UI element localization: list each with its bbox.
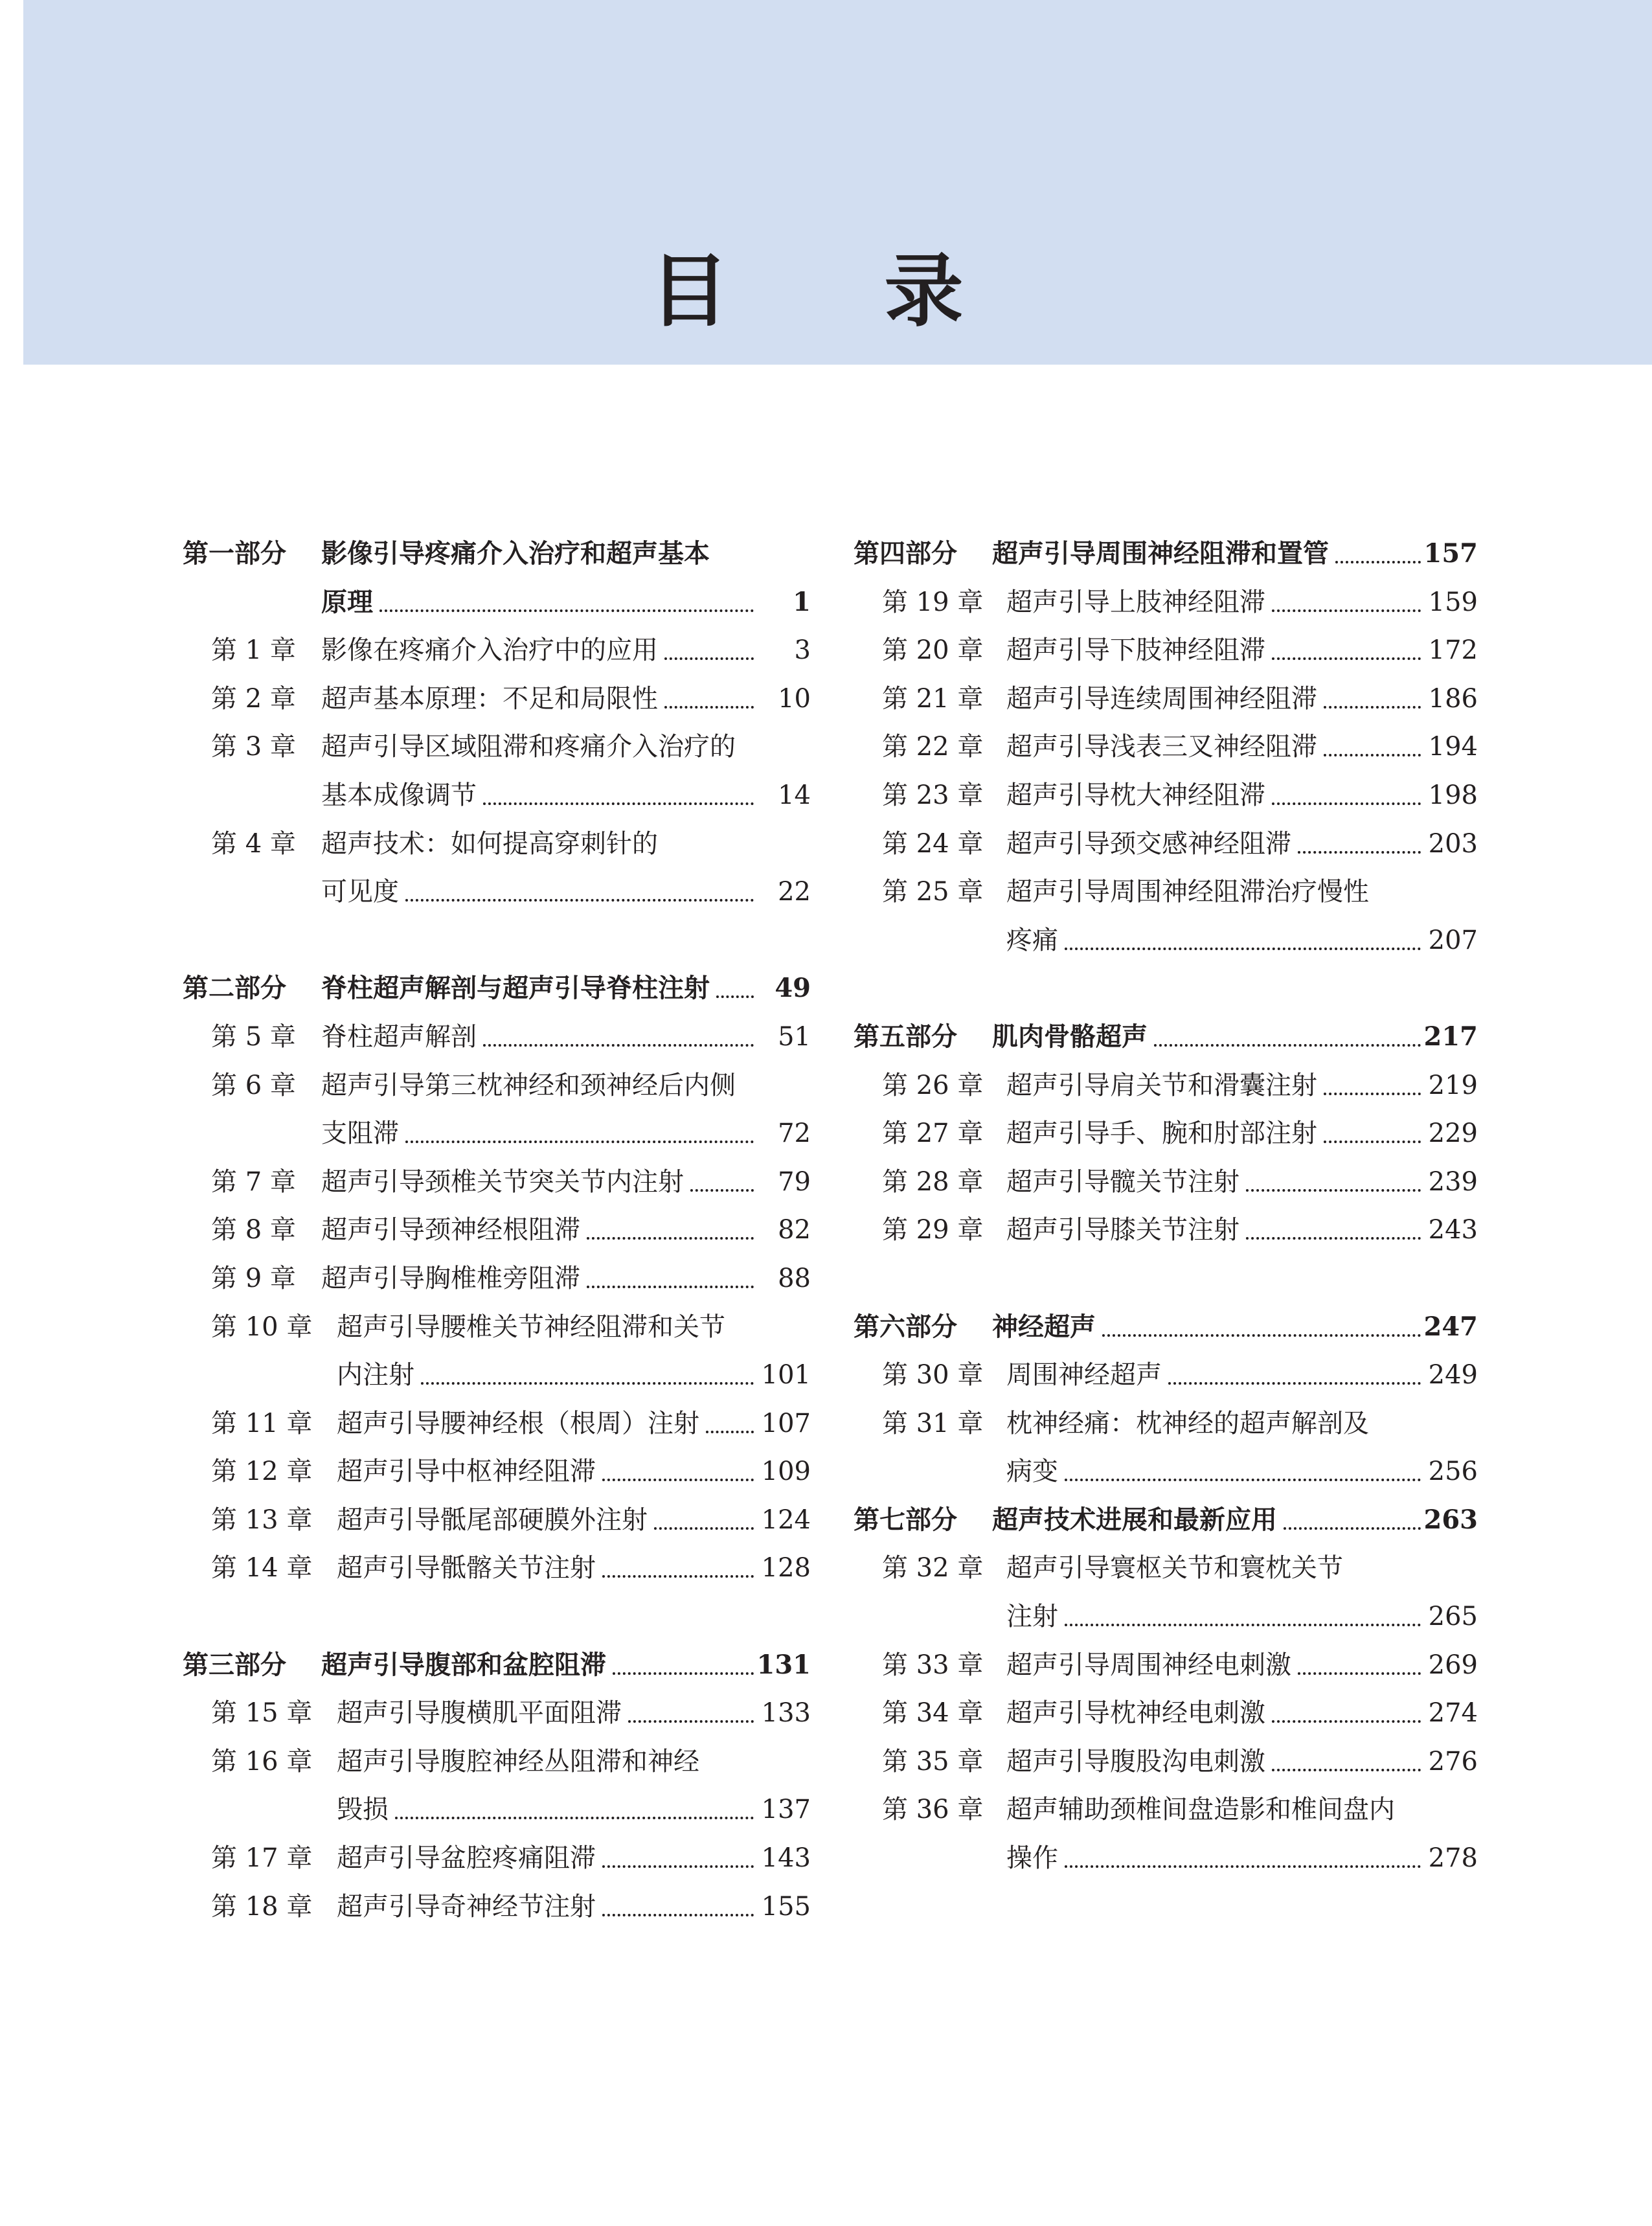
entry-title-line (321, 530, 811, 578)
toc-part-entry[interactable] (183, 964, 811, 1013)
entry-title-line (321, 1158, 760, 1207)
leader-dots (379, 578, 754, 612)
page-number: 249 (1428, 1360, 1478, 1391)
toc-chapter-entry[interactable] (854, 1109, 1478, 1158)
entry-title: 超声引导腹部和盆腔阻滞 (321, 1650, 606, 1680)
entry-title-line (337, 1400, 760, 1448)
toc-entry-continuation[interactable] (183, 868, 811, 916)
chapter-label: 第 18 章 (211, 1891, 313, 1922)
leader-dots (602, 1544, 754, 1578)
entry-title-line (1006, 1400, 1478, 1448)
toc-entry-continuation[interactable] (183, 578, 811, 627)
page-number: 51 (778, 1021, 811, 1052)
entry-title-line (1006, 1351, 1427, 1400)
part-label: 第一部分 (183, 539, 286, 569)
entry-title: 超声引导骶髂关节注射 (337, 1553, 596, 1584)
toc-chapter-entry[interactable] (183, 1448, 811, 1496)
page-number: 247 (1423, 1311, 1478, 1342)
toc-chapter-entry[interactable] (183, 1206, 811, 1255)
entry-title-line (992, 1013, 1427, 1062)
entry-title: 超声技术进展和最新应用 (992, 1505, 1277, 1535)
chapter-label: 第 31 章 (882, 1408, 984, 1438)
entry-title: 超声引导盆腔疼痛阻滞 (337, 1843, 596, 1874)
leader-dots (1298, 820, 1421, 854)
part-label: 第七部分 (854, 1505, 957, 1535)
chapter-label: 第 12 章 (211, 1457, 313, 1487)
entry-title-line (321, 1255, 760, 1303)
chapter-label: 第 27 章 (882, 1119, 984, 1149)
entry-title: 超声引导第三枕神经和颈神经后内侧 (321, 1070, 736, 1100)
chapter-label: 第 9 章 (211, 1263, 296, 1293)
chapter-label: 第 30 章 (882, 1360, 984, 1391)
page-number: 278 (1428, 1843, 1478, 1874)
leader-dots (1065, 916, 1421, 950)
part-label: 第六部分 (854, 1312, 957, 1342)
entry-title-line (1006, 1834, 1427, 1883)
entry-title: 超声引导浅表三叉神经阻滞 (1006, 732, 1317, 762)
toc-entry-continuation[interactable] (183, 1351, 811, 1400)
entry-title-line (321, 820, 811, 869)
toc-chapter-entry[interactable] (854, 1400, 1478, 1448)
toc-chapter-entry[interactable] (183, 1883, 811, 1931)
toc-part-entry[interactable] (854, 530, 1478, 578)
leader-dots (421, 1351, 754, 1385)
page-number: 143 (761, 1843, 811, 1874)
leader-dots (1324, 1062, 1421, 1095)
entry-title: 超声技术：如何提高穿刺针的 (321, 828, 658, 859)
entry-title: 超声引导膝关节注射 (1006, 1215, 1239, 1245)
leader-dots (1272, 626, 1421, 660)
leader-dots (483, 1013, 754, 1047)
toc-chapter-entry[interactable] (183, 1689, 811, 1738)
chapter-label: 第 34 章 (882, 1698, 984, 1729)
entry-title: 脊柱超声解剖与超声引导脊柱注射 (321, 973, 710, 1004)
entry-title: 肌肉骨骼超声 (992, 1021, 1148, 1052)
chapter-label: 第 10 章 (211, 1312, 313, 1342)
leader-dots (1246, 1206, 1421, 1240)
page-number: 186 (1428, 683, 1478, 714)
leader-dots (1324, 675, 1421, 709)
toc-chapter-entry[interactable] (854, 771, 1478, 820)
entry-title-line (1006, 820, 1427, 869)
leader-dots (628, 1689, 754, 1723)
leader-dots (1065, 1834, 1421, 1868)
entry-title-line (1006, 1593, 1427, 1641)
toc-left-column (183, 530, 811, 1931)
entry-title-line (337, 1786, 760, 1834)
entry-title: 超声引导枕神经电刺激 (1006, 1698, 1265, 1729)
entry-title: 疼痛 (1006, 925, 1058, 955)
leader-dots (1284, 1496, 1421, 1530)
leader-dots (1102, 1303, 1421, 1337)
entry-title-line (321, 771, 760, 820)
leader-dots (1272, 771, 1421, 805)
entry-title-line (337, 1303, 811, 1352)
toc-chapter-entry[interactable] (854, 626, 1478, 675)
toc-entry-continuation[interactable] (854, 1834, 1478, 1883)
entry-title-line (321, 1062, 811, 1110)
toc-chapter-entry[interactable] (183, 820, 811, 869)
chapter-label: 第 28 章 (882, 1166, 984, 1197)
section-gap (854, 1255, 1478, 1303)
entry-title: 超声引导下肢神经阻滞 (1006, 635, 1265, 666)
page-number: 256 (1428, 1457, 1478, 1487)
entry-title-line (321, 868, 760, 916)
toc-chapter-entry[interactable] (854, 578, 1478, 627)
page-number: 10 (778, 683, 811, 714)
leader-dots (1298, 1641, 1421, 1675)
page-number: 276 (1428, 1746, 1478, 1777)
toc-part-entry[interactable] (854, 1013, 1478, 1062)
page-number: 131 (756, 1649, 811, 1680)
chapter-label: 第 23 章 (882, 780, 984, 810)
entry-title: 原理 (321, 587, 373, 617)
toc-entry-continuation[interactable] (183, 1786, 811, 1834)
toc-part-entry[interactable] (854, 1303, 1478, 1352)
entry-title: 超声基本原理：不足和局限性 (321, 683, 658, 714)
toc-chapter-entry[interactable] (183, 1496, 811, 1545)
entry-title-line (337, 1496, 760, 1545)
toc-chapter-entry[interactable] (854, 1786, 1478, 1834)
toc-chapter-entry[interactable] (183, 1834, 811, 1883)
toc-entry-continuation[interactable] (854, 916, 1478, 965)
entry-title: 注射 (1006, 1602, 1058, 1632)
chapter-label: 第 22 章 (882, 732, 984, 762)
leader-dots (587, 1206, 754, 1240)
entry-title: 超声引导周围神经电刺激 (1006, 1650, 1291, 1680)
toc-entry-continuation[interactable] (854, 1593, 1478, 1641)
part-label: 第二部分 (183, 973, 286, 1004)
entry-title: 超声引导腹股沟电刺激 (1006, 1746, 1265, 1777)
toc-part-entry[interactable] (854, 1496, 1478, 1545)
page-number: 3 (794, 635, 811, 666)
entry-title: 超声引导区域阻滞和疼痛介入治疗的 (321, 732, 736, 762)
toc-chapter-entry[interactable] (183, 1738, 811, 1786)
entry-title: 超声引导寰枢关节和寰枕关节 (1006, 1553, 1343, 1584)
entry-title-line (321, 626, 760, 675)
page-number: 49 (775, 973, 811, 1004)
chapter-label: 第 1 章 (211, 635, 296, 666)
entry-title: 超声引导颈神经根阻滞 (321, 1215, 580, 1245)
entry-title: 超声引导胸椎椎旁阻滞 (321, 1263, 580, 1293)
leader-dots (1324, 723, 1421, 756)
entry-title: 超声引导枕大神经阻滞 (1006, 780, 1265, 810)
leader-dots (602, 1448, 754, 1481)
leader-dots (483, 771, 754, 805)
page-number: 82 (778, 1215, 811, 1245)
leader-dots (1272, 1738, 1421, 1771)
toc-chapter-entry[interactable] (854, 1351, 1478, 1400)
page-number: 128 (761, 1553, 811, 1584)
leader-dots (613, 1641, 754, 1675)
chapter-label: 第 4 章 (211, 828, 296, 859)
section-gap (183, 916, 811, 965)
page-number: 194 (1428, 732, 1478, 762)
leader-dots (602, 1834, 754, 1868)
entry-title-line (992, 1496, 1427, 1545)
page-number: 107 (761, 1408, 811, 1438)
chapter-label: 第 32 章 (882, 1553, 984, 1584)
chapter-label: 第 14 章 (211, 1553, 313, 1584)
section-gap (854, 964, 1478, 1013)
entry-title-line (1006, 1158, 1427, 1207)
entry-title: 超声引导连续周围神经阻滞 (1006, 683, 1317, 714)
page-number: 229 (1428, 1119, 1478, 1149)
page-number: 265 (1428, 1602, 1478, 1632)
entry-title: 基本成像调节 (321, 780, 477, 810)
entry-title: 神经超声 (992, 1312, 1096, 1342)
part-label: 第四部分 (854, 539, 957, 569)
entry-title-line (1006, 1206, 1427, 1255)
page-number: 155 (761, 1891, 811, 1922)
page-number: 157 (1423, 538, 1478, 569)
entry-title: 超声引导上肢神经阻滞 (1006, 587, 1265, 617)
entry-title-line (321, 723, 811, 771)
toc-chapter-entry[interactable] (183, 723, 811, 771)
page-number: 159 (1428, 587, 1478, 617)
page-number: 207 (1428, 925, 1478, 955)
toc-chapter-entry[interactable] (854, 820, 1478, 869)
entry-title: 超声引导髋关节注射 (1006, 1166, 1239, 1197)
toc-chapter-entry[interactable] (854, 1689, 1478, 1738)
toc-chapter-entry[interactable] (183, 1158, 811, 1207)
toc-chapter-entry[interactable] (183, 1303, 811, 1352)
page-number: 88 (778, 1263, 811, 1293)
toc-chapter-entry[interactable] (854, 1544, 1478, 1593)
page-number: 14 (778, 780, 811, 810)
toc-right-column (854, 530, 1478, 1883)
toc-chapter-entry[interactable] (854, 1062, 1478, 1110)
chapter-label: 第 29 章 (882, 1215, 984, 1245)
page-title: 目录 (650, 245, 1119, 337)
entry-title: 脊柱超声解剖 (321, 1021, 477, 1052)
entry-title-line (321, 1013, 760, 1062)
leader-dots (690, 1158, 754, 1192)
leader-dots (1154, 1013, 1421, 1047)
leader-dots (716, 964, 754, 998)
entry-title-line (337, 1883, 760, 1931)
entry-title-line (1006, 1641, 1427, 1690)
toc-chapter-entry[interactable] (854, 868, 1478, 916)
leader-dots (1272, 1689, 1421, 1723)
entry-title-line (337, 1544, 760, 1593)
toc-chapter-entry[interactable] (183, 1544, 811, 1593)
toc-part-entry[interactable] (183, 1641, 811, 1690)
entry-title: 超声引导骶尾部硬膜外注射 (337, 1505, 648, 1535)
leader-dots (664, 626, 754, 660)
entry-title-line (1006, 723, 1427, 771)
part-label: 第三部分 (183, 1650, 286, 1680)
entry-title-line (1006, 1544, 1478, 1593)
chapter-label: 第 25 章 (882, 877, 984, 907)
chapter-label: 第 2 章 (211, 683, 296, 714)
section-gap (183, 1593, 811, 1641)
chapter-label: 第 6 章 (211, 1070, 296, 1100)
leader-dots (1324, 1109, 1421, 1143)
page-number: 274 (1428, 1698, 1478, 1729)
entry-title: 影像引导疼痛介入治疗和超声基本 (321, 539, 710, 569)
toc-chapter-entry[interactable] (854, 723, 1478, 771)
leader-dots (1065, 1593, 1421, 1626)
page-number: 72 (778, 1119, 811, 1149)
entry-title: 超声引导腰椎关节神经阻滞和关节 (337, 1312, 725, 1342)
leader-dots (1272, 578, 1421, 612)
toc-entry-continuation[interactable] (854, 1448, 1478, 1496)
page-number: 172 (1428, 635, 1478, 666)
entry-title-line (321, 964, 760, 1013)
leader-dots (602, 1883, 754, 1916)
entry-title-line (1006, 1062, 1427, 1110)
toc-chapter-entry[interactable] (854, 1158, 1478, 1207)
leader-dots (395, 1786, 754, 1819)
entry-title-line (992, 1303, 1427, 1352)
chapter-label: 第 36 章 (882, 1795, 984, 1825)
chapter-label: 第 35 章 (882, 1746, 984, 1777)
entry-title: 周围神经超声 (1006, 1360, 1162, 1391)
chapter-label: 第 7 章 (211, 1166, 296, 1197)
toc-chapter-entry[interactable] (183, 1013, 811, 1062)
page-number: 239 (1428, 1166, 1478, 1197)
entry-title-line (1006, 626, 1427, 675)
toc-chapter-entry[interactable] (183, 1062, 811, 1110)
chapter-label: 第 21 章 (882, 683, 984, 714)
entry-title-line (321, 1109, 760, 1158)
leader-dots (587, 1255, 754, 1288)
entry-title: 病变 (1006, 1457, 1058, 1487)
toc-entry-continuation[interactable] (183, 1109, 811, 1158)
chapter-label: 第 20 章 (882, 635, 984, 666)
leader-dots (405, 1109, 754, 1143)
toc-chapter-entry[interactable] (183, 1255, 811, 1303)
entry-title: 超声引导奇神经节注射 (337, 1891, 596, 1922)
toc-chapter-entry[interactable] (854, 1641, 1478, 1690)
page-number: 263 (1423, 1504, 1478, 1535)
entry-title-line (1006, 771, 1427, 820)
leader-dots (1168, 1351, 1421, 1385)
entry-title-line (321, 1641, 760, 1690)
toc-chapter-entry[interactable] (854, 1206, 1478, 1255)
page-number: 79 (778, 1166, 811, 1197)
chapter-label: 第 13 章 (211, 1505, 313, 1535)
entry-title-line (337, 1689, 760, 1738)
entry-title-line (1006, 675, 1427, 723)
entry-title: 超声引导颈交感神经阻滞 (1006, 828, 1291, 859)
leader-dots (654, 1496, 754, 1530)
chapter-label: 第 5 章 (211, 1021, 296, 1052)
page-number: 133 (761, 1698, 811, 1729)
entry-title: 超声辅助颈椎间盘造影和椎间盘内 (1006, 1795, 1395, 1825)
entry-title: 超声引导周围神经阻滞和置管 (992, 539, 1329, 569)
page-number: 243 (1428, 1215, 1478, 1245)
page-number: 137 (761, 1795, 811, 1825)
entry-title-line (1006, 1448, 1427, 1496)
page-number: 219 (1428, 1070, 1478, 1100)
entry-title: 超声引导颈椎关节突关节内注射 (321, 1166, 684, 1197)
page-number: 109 (761, 1457, 811, 1487)
page-number: 198 (1428, 780, 1478, 810)
toc-chapter-entry[interactable] (854, 675, 1478, 723)
chapter-label: 第 3 章 (211, 732, 296, 762)
chapter-label: 第 19 章 (882, 587, 984, 617)
toc-chapter-entry[interactable] (183, 1400, 811, 1448)
leader-dots (664, 675, 754, 709)
part-label: 第五部分 (854, 1021, 957, 1052)
page-number: 217 (1423, 1021, 1478, 1052)
entry-title-line (1006, 916, 1427, 965)
entry-title-line (1006, 1689, 1427, 1738)
entry-title-line (992, 530, 1427, 578)
entry-title: 枕神经痛：枕神经的超声解剖及 (1006, 1408, 1369, 1438)
entry-title-line (337, 1834, 760, 1883)
entry-title-line (337, 1448, 760, 1496)
chapter-label: 第 15 章 (211, 1698, 313, 1729)
entry-title: 超声引导手、腕和肘部注射 (1006, 1119, 1317, 1149)
chapter-label: 第 26 章 (882, 1070, 984, 1100)
leader-dots (1246, 1158, 1421, 1192)
page-number: 101 (761, 1360, 811, 1391)
page-number: 22 (778, 877, 811, 907)
toc-chapter-entry[interactable] (183, 675, 811, 723)
toc-part-entry[interactable] (183, 530, 811, 578)
entry-title: 支阻滞 (321, 1119, 399, 1149)
entry-title-line (337, 1738, 811, 1786)
chapter-label: 第 33 章 (882, 1650, 984, 1680)
chapter-label: 第 8 章 (211, 1215, 296, 1245)
entry-title-line (321, 1206, 760, 1255)
page-number: 1 (793, 586, 811, 617)
page-number: 203 (1428, 828, 1478, 859)
entry-title: 超声引导周围神经阻滞治疗慢性 (1006, 877, 1369, 907)
chapter-label: 第 17 章 (211, 1843, 313, 1874)
entry-title: 操作 (1006, 1843, 1058, 1874)
entry-title: 超声引导中枢神经阻滞 (337, 1457, 596, 1487)
entry-title-line (1006, 1738, 1427, 1786)
entry-title-line (321, 578, 760, 627)
chapter-label: 第 11 章 (211, 1408, 313, 1438)
entry-title-line (1006, 1786, 1478, 1834)
entry-title: 内注射 (337, 1360, 414, 1391)
entry-title: 超声引导肩关节和滑囊注射 (1006, 1070, 1317, 1100)
entry-title-line (321, 675, 760, 723)
page-number: 124 (761, 1505, 811, 1535)
entry-title-line (1006, 868, 1478, 916)
toc-chapter-entry[interactable] (183, 626, 811, 675)
entry-title: 可见度 (321, 877, 399, 907)
entry-title: 毁损 (337, 1795, 389, 1825)
leader-dots (405, 868, 754, 902)
entry-title: 超声引导腹腔神经丛阻滞和神经 (337, 1746, 699, 1777)
toc-chapter-entry[interactable] (854, 1738, 1478, 1786)
leader-dots (1335, 530, 1421, 563)
page-number: 269 (1428, 1650, 1478, 1680)
toc-entry-continuation[interactable] (183, 771, 811, 820)
leader-dots (1065, 1448, 1421, 1481)
entry-title: 影像在疼痛介入治疗中的应用 (321, 635, 658, 666)
entry-title: 超声引导腹横肌平面阻滞 (337, 1698, 622, 1729)
chapter-label: 第 16 章 (211, 1746, 313, 1777)
entry-title-line (1006, 1109, 1427, 1158)
entry-title: 超声引导腰神经根（根周）注射 (337, 1408, 699, 1438)
entry-title-line (337, 1351, 760, 1400)
leader-dots (706, 1400, 754, 1433)
chapter-label: 第 24 章 (882, 828, 984, 859)
entry-title-line (1006, 578, 1427, 627)
